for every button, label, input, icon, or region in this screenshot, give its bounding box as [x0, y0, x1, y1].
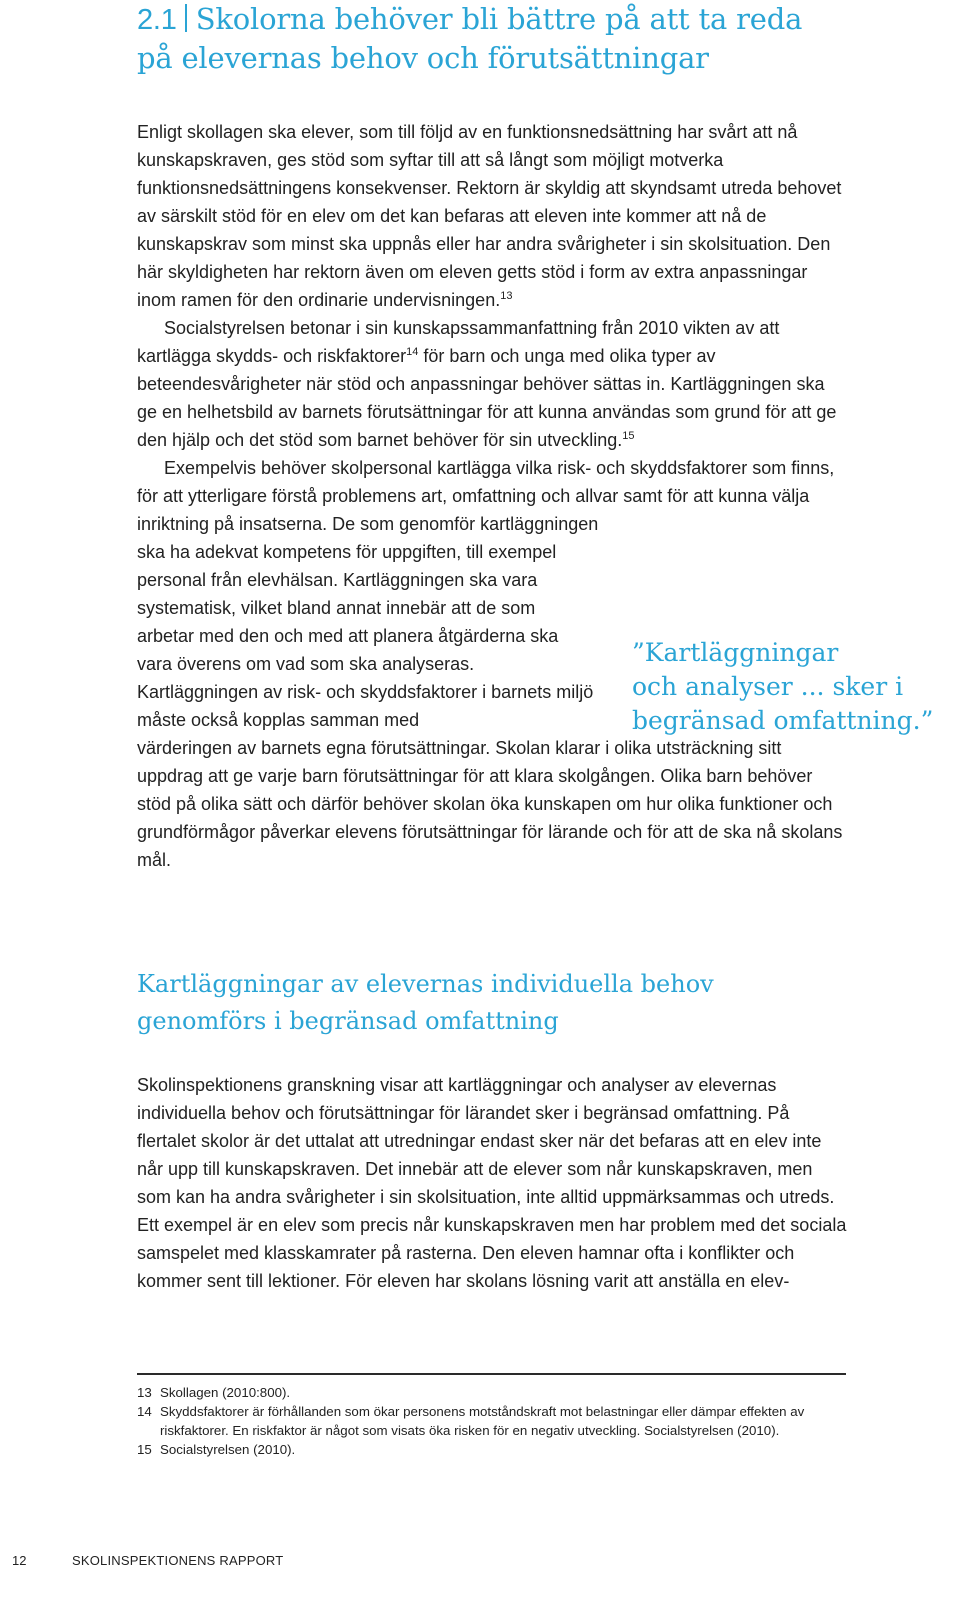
- section1-paragraph-1: [137, 118, 849, 314]
- pull-quote: [632, 636, 952, 738]
- section1-paragraph-3: [137, 454, 849, 538]
- footnote-ref-15[interactable]: 15: [622, 430, 635, 442]
- paragraph-text: för barn och unga med olika typer av beteendesvårigheter när stöd och anpassningar behöver sättas in. Kartläggningen ska ge en helhetsbild av barnets förutsättningar för att kunna användas som grund för att ge den hjälp och det stöd som barnet behöver för sin utveckling.: [137, 346, 837, 450]
- section-number: 2.1: [137, 4, 177, 36]
- paragraph-text: Socialstyrelsen betonar i sin kunskapssammanfattning från 2010 vikten av att kartlägga skydds- och riskfaktorer: [137, 318, 780, 366]
- footnote-ref-14[interactable]: 14: [406, 346, 419, 358]
- section2-paragraph-1: Skolinspektionens granskning visar att kartläggningar och analyser av elevernas individuella behov och förutsättningar för lärandet sker i begränsad omfattning. På flertalet skolor är det uttalat att utredningar endast sker när det befaras att en elev inte når upp till kunskapskraven. Det innebär att de elever som når kunskapskraven, men som kan ha andra svårigheter i sin skolsituation, inte alltid uppmärksammas och utreds. Ett exempel är en elev som precis når kunskapskraven men har problem med det sociala samspelet med klasskamrater på rasterna. Den eleven hamnar ofta i konflikter och kommer sent till lektioner. För eleven har skolans lösning varit att anställa en elev-: [137, 1075, 847, 1291]
- footnote-15: [137, 1440, 849, 1459]
- subheading-line-2: genomförs i begränsad omfattning: [137, 1007, 559, 1035]
- page-number: 12: [12, 1553, 27, 1568]
- footnote-text: Skollagen (2010:800).: [160, 1385, 291, 1400]
- pull-quote-line-2: och analyser ... sker i: [632, 672, 904, 701]
- section1-paragraph-3-wrap: ska ha adekvat kompetens för uppgiften, till exempel personal från elevhälsan. Kartläggningen ska vara systematisk, vilket bland annat innebär att de som arbetar med den och med att planera åtgärderna ska vara överens om vad som ska analyseras. Kartläggningen av risk- och skyddsfaktorer i barnets miljö måste också kopplas samman med: [137, 542, 594, 730]
- footnote-divider: [137, 1373, 846, 1375]
- section1-paragraph-3-tail: värderingen av barnets egna förutsättningar. Skolan klarar i olika utsträckning sitt uppdrag att ge varje barn förutsättningar för att klara skolgången. Olika barn behöver stöd på olika sätt och därför behöver skolan öka kunskapen om hur olika funktioner och grundförmågor påverkar elevens förutsättningar för lärande och för att de ska nå skolans mål.: [137, 738, 843, 870]
- paragraph-text: Enligt skollagen ska elever, som till följd av en funktionsnedsättning har svårt att nå kunskapskraven, ges stöd som syftar till att så långt som möjligt motverka funktionsnedsättningens konsekvenser. Rektorn är skyldig att skyndsamt utreda behovet av särskilt stöd för en elev om det kan befaras att eleven inte kommer att nå de kunskapskrav som minst ska uppnås eller har andra svårigheter i sin skolsituation. Den här skyldigheten har rektorn även om eleven getts stöd i form av extra anpassningar inom ramen för den ordinarie undervisningen.: [137, 122, 842, 310]
- footnote-number: 13: [137, 1385, 152, 1400]
- section2-body: [137, 1071, 849, 1295]
- footnote-13: [137, 1383, 849, 1402]
- section1-paragraph-2: [137, 314, 849, 454]
- title-divider: [185, 4, 187, 32]
- running-footer: SKOLINSPEKTIONENS RAPPORT: [72, 1553, 284, 1568]
- page-title: [137, 0, 937, 77]
- section1-body: [137, 118, 849, 874]
- footnotes: [137, 1383, 849, 1459]
- footnote-ref-13[interactable]: 13: [500, 290, 513, 302]
- title-line-1: Skolorna behöver bli bättre på att ta reda: [195, 2, 803, 36]
- section-subheading: [137, 966, 857, 1040]
- pull-quote-line-3: begränsad omfattning.”: [632, 706, 934, 735]
- footnote-text: Socialstyrelsen (2010).: [160, 1442, 296, 1457]
- footnote-14: [137, 1402, 849, 1440]
- subheading-line-1: Kartläggningar av elevernas individuella behov: [137, 970, 714, 998]
- paragraph-text: Exempelvis behöver skolpersonal kartlägga vilka risk- och skyddsfaktorer som finns, för att ytterligare förstå problemens art, omfattning och allvar samt för att kunna välja inriktning på insatserna. De som genomför kartläggningen: [137, 458, 835, 534]
- pull-quote-line-1: ”Kartläggningar: [632, 638, 839, 667]
- footnote-number: 15: [137, 1442, 152, 1457]
- footnote-number: 14: [137, 1404, 152, 1419]
- footnote-text: Skyddsfaktorer är förhållanden som ökar personens motståndskraft mot belastningar eller dämpar effekten av riskfaktorer. En riskfaktor är något som visats öka risken för en negativ utveckling. Socialstyrelsen (2010).: [160, 1404, 805, 1438]
- title-line-2: på elevernas behov och förutsättningar: [137, 41, 709, 75]
